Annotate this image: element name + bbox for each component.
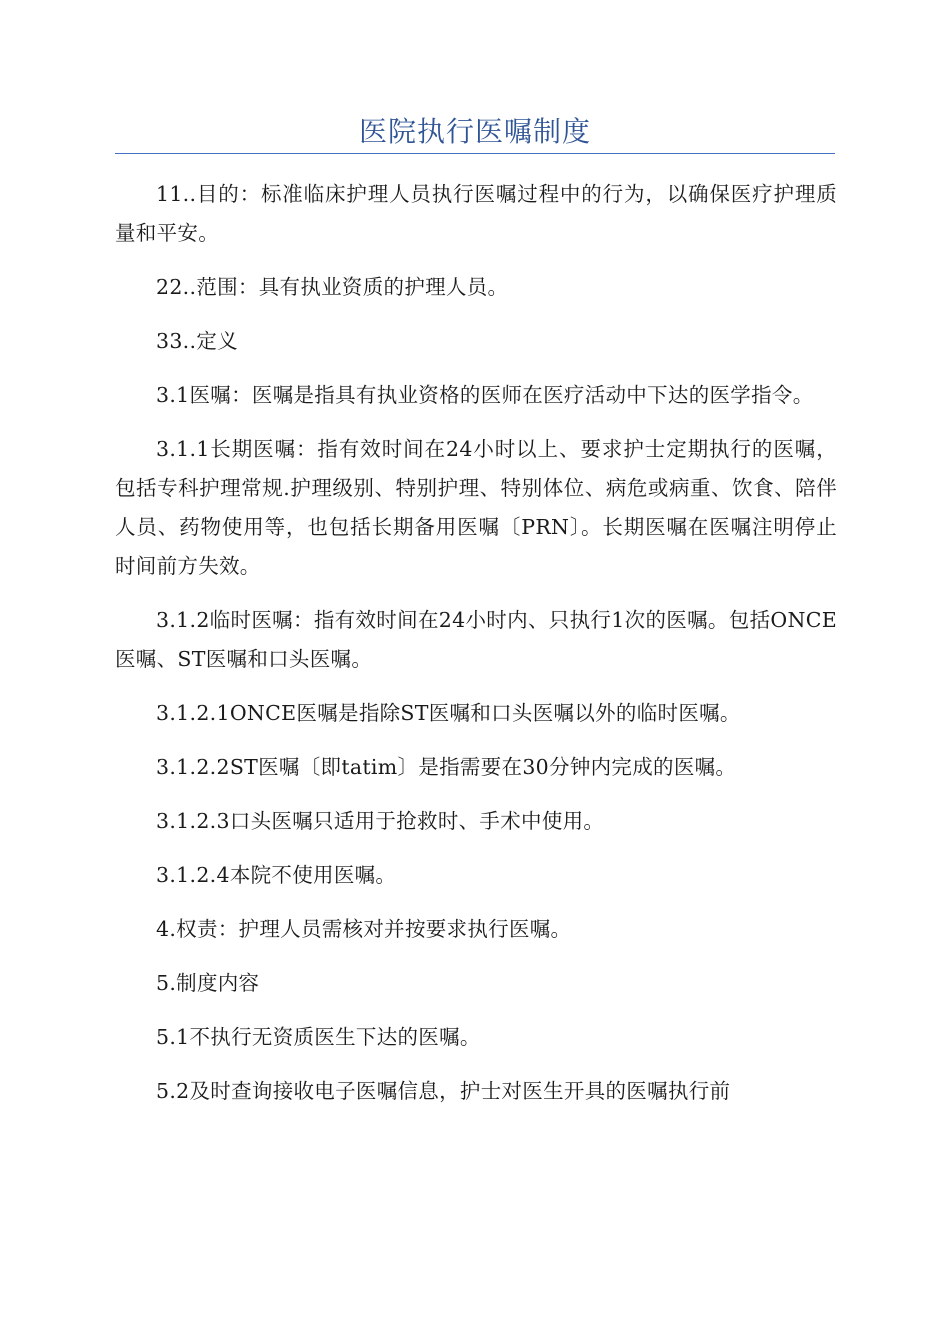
paragraph-definition-heading: 33..定义 <box>156 329 238 353</box>
paragraph-long-term-order: 3.1.1长期医嘱：指有效时间在24小时以上、要求护士定期执行的医嘱，包括专科护理常规.护理级别、特别护理、特别体位、病危或病重、饮食、陪伴人员、药物使用等，也包括长期备用医嘱〔PRN〕。长期医嘱在医嘱注明停止时间前方失效。 <box>115 437 837 578</box>
paragraph-once-order: 3.1.2.1ONCE医嘱是指除ST医嘱和口头医嘱以外的临时医嘱。 <box>156 701 741 725</box>
paragraph-rule-5-2: 5.2及时查询接收电子医嘱信息，护士对医生开具的医嘱执行前 <box>156 1079 731 1103</box>
paragraph-scope: 22..范围：具有执业资质的护理人员。 <box>156 275 509 299</box>
paragraph-rule-5-1: 5.1不执行无资质医生下达的医嘱。 <box>156 1025 481 1049</box>
paragraph-unused-order: 3.1.2.4本院不使用医嘱。 <box>156 863 397 887</box>
paragraph-temporary-order: 3.1.2临时医嘱：指有效时间在24小时内、只执行1次的医嘱。包括ONCE医嘱、ST医嘱和口头医嘱。 <box>115 608 837 671</box>
title-underline <box>115 153 835 154</box>
document-title: 医院执行医嘱制度 <box>358 115 591 148</box>
paragraph-verbal-order: 3.1.2.3口头医嘱只适用于抢救时、手术中使用。 <box>156 809 605 833</box>
paragraph-st-order: 3.1.2.2ST医嘱〔即tatim〕是指需要在30分钟内完成的医嘱。 <box>156 755 737 779</box>
paragraph-content-heading: 5.制度内容 <box>156 971 260 995</box>
paragraph-responsibility: 4.权责：护理人员需核对并按要求执行医嘱。 <box>156 917 572 941</box>
paragraph-definition-order: 3.1医嘱：医嘱是指具有执业资格的医师在医疗活动中下达的医学指令。 <box>156 383 814 407</box>
document-body <box>115 175 837 1126</box>
paragraph-purpose: 11..目的：标准临床护理人员执行医嘱过程中的行为，以确保医疗护理质量和平安。 <box>115 182 837 245</box>
